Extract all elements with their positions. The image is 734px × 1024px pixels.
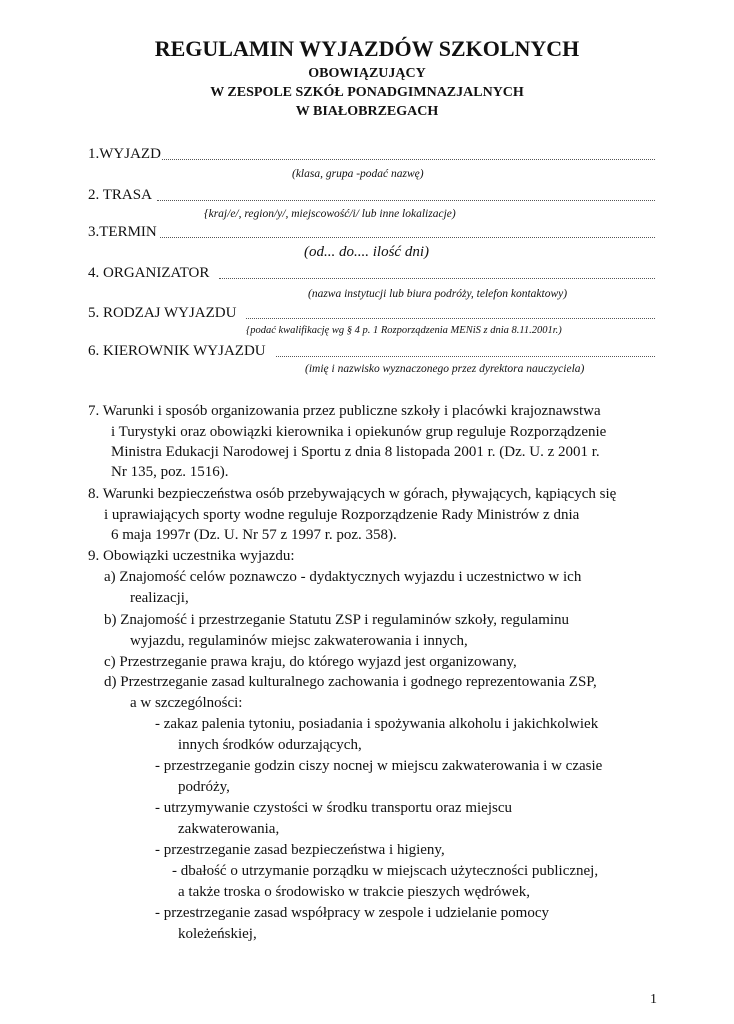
document-subtitle-3: W BIAŁOBRZEGACH <box>295 104 439 119</box>
field-label-wyjazd: 1.WYJAZD <box>88 146 161 162</box>
subitem-3-line-1: - utrzymywanie czystości w środku transportu oraz miejscu <box>155 800 512 816</box>
field-hint-trasa: {kraj/e/, region/y/, miejscowość/i/ lub inne lokalizacje) <box>204 208 456 220</box>
subitem-1-line-2: innych środków odurzających, <box>178 737 362 753</box>
paragraph-7-line-4: Nr 135, poz. 1516). <box>111 464 229 480</box>
paragraph-7-line-3: Ministra Edukacji Narodowej i Sportu z dnia 8 listopada 2001 r. (Dz. U. z 2001 r. <box>111 444 600 460</box>
paragraph-7-line-1: 7. Warunki i sposób organizowania przez publiczne szkoły i placówki krajoznawstwa <box>88 403 601 419</box>
subitem-5-line-2: a także troska o środowisko w trakcie pieszych wędrówek, <box>178 884 530 900</box>
subitem-2-line-1: - przestrzeganie godzin ciszy nocnej w miejscu zakwaterowania i w czasie <box>155 758 603 774</box>
paragraph-8-line-2: i uprawiających sporty wodne reguluje Rozporządzenie Rady Ministrów z dnia <box>104 507 580 523</box>
subitem-1-line-1: - zakaz palenia tytoniu, posiadania i spożywania alkoholu i jakichkolwiek <box>155 716 599 732</box>
field-hint-kierownik: (imię i nazwisko wyznaczonego przez dyrektora nauczyciela) <box>305 363 585 375</box>
field-line-rodzaj <box>246 316 655 319</box>
list-item-b-line-2: wyjazdu, regulaminów miejsc zakwaterowania i innych, <box>130 633 468 649</box>
field-line-organizator <box>219 276 655 279</box>
field-label-trasa: 2. TRASA <box>88 187 152 203</box>
field-label-termin: 3.TERMIN <box>88 224 157 240</box>
field-line-kierownik <box>276 354 655 357</box>
subitem-2-line-2: podróży, <box>178 779 230 795</box>
field-label-rodzaj: 5. RODZAJ WYJAZDU <box>88 305 237 321</box>
paragraph-8-line-3: 6 maja 1997r (Dz. U. Nr 57 z 1997 r. poz. 358). <box>111 527 397 543</box>
subitem-4: - przestrzeganie zasad bezpieczeństwa i higieny, <box>155 842 445 858</box>
field-line-trasa <box>157 198 655 201</box>
field-line-termin <box>160 235 655 238</box>
document-title: REGULAMIN WYJAZDÓW SZKOLNYCH <box>154 36 580 61</box>
paragraph-7-line-2: i Turystyki oraz obowiązki kierownika i opiekunów grup reguluje Rozporządzenie <box>111 424 607 440</box>
field-hint-termin: (od... do.... ilość dni) <box>304 244 429 260</box>
subitem-6-line-2: koleżeńskiej, <box>178 926 257 942</box>
paragraph-9-heading: 9. Obowiązki uczestnika wyjazdu: <box>88 548 295 564</box>
list-item-a-line-2: realizacji, <box>130 590 189 606</box>
paragraph-8-line-1: 8. Warunki bezpieczeństwa osób przebywających w górach, pływających, kąpiących się <box>88 486 617 502</box>
subitem-3-line-2: zakwaterowania, <box>178 821 280 837</box>
field-hint-rodzaj: {podać kwalifikację wg § 4 p. 1 Rozporządzenia MENiS z dnia 8.11.2001r.) <box>246 325 562 336</box>
field-hint-wyjazd: (klasa, grupa -podać nazwę) <box>292 168 424 180</box>
field-hint-organizator: (nazwa instytucji lub biura podróży, telefon kontaktowy) <box>308 288 568 300</box>
document-subtitle-2: W ZESPOLE SZKÓŁ PONADGIMNAZJALNYCH <box>210 85 524 100</box>
list-item-a-line-1: a) Znajomość celów poznawczo - dydaktycznych wyjazdu i uczestnictwo w ich <box>104 569 582 585</box>
subitem-6-line-1: - przestrzeganie zasad współpracy w zespole i udzielanie pomocy <box>155 905 549 921</box>
field-label-organizator: 4. ORGANIZATOR <box>88 265 210 281</box>
page-number: 1 <box>650 992 657 1007</box>
field-label-kierownik: 6. KIEROWNIK WYJAZDU <box>88 343 266 359</box>
document-subtitle-1: OBOWIĄZUJĄCY <box>308 66 426 81</box>
list-item-d-line-2: a w szczególności: <box>130 695 243 711</box>
list-item-b-line-1: b) Znajomość i przestrzeganie Statutu ZSP i regulaminów szkoły, regulaminu <box>104 612 570 628</box>
list-item-c: c) Przestrzeganie prawa kraju, do którego wyjazd jest organizowany, <box>104 654 517 670</box>
subitem-5-line-1: - dbałość o utrzymanie porządku w miejscach użyteczności publicznej, <box>172 863 599 879</box>
field-line-wyjazd <box>162 157 655 160</box>
list-item-d-line-1: d) Przestrzeganie zasad kulturalnego zachowania i godnego reprezentowania ZSP, <box>104 674 597 690</box>
